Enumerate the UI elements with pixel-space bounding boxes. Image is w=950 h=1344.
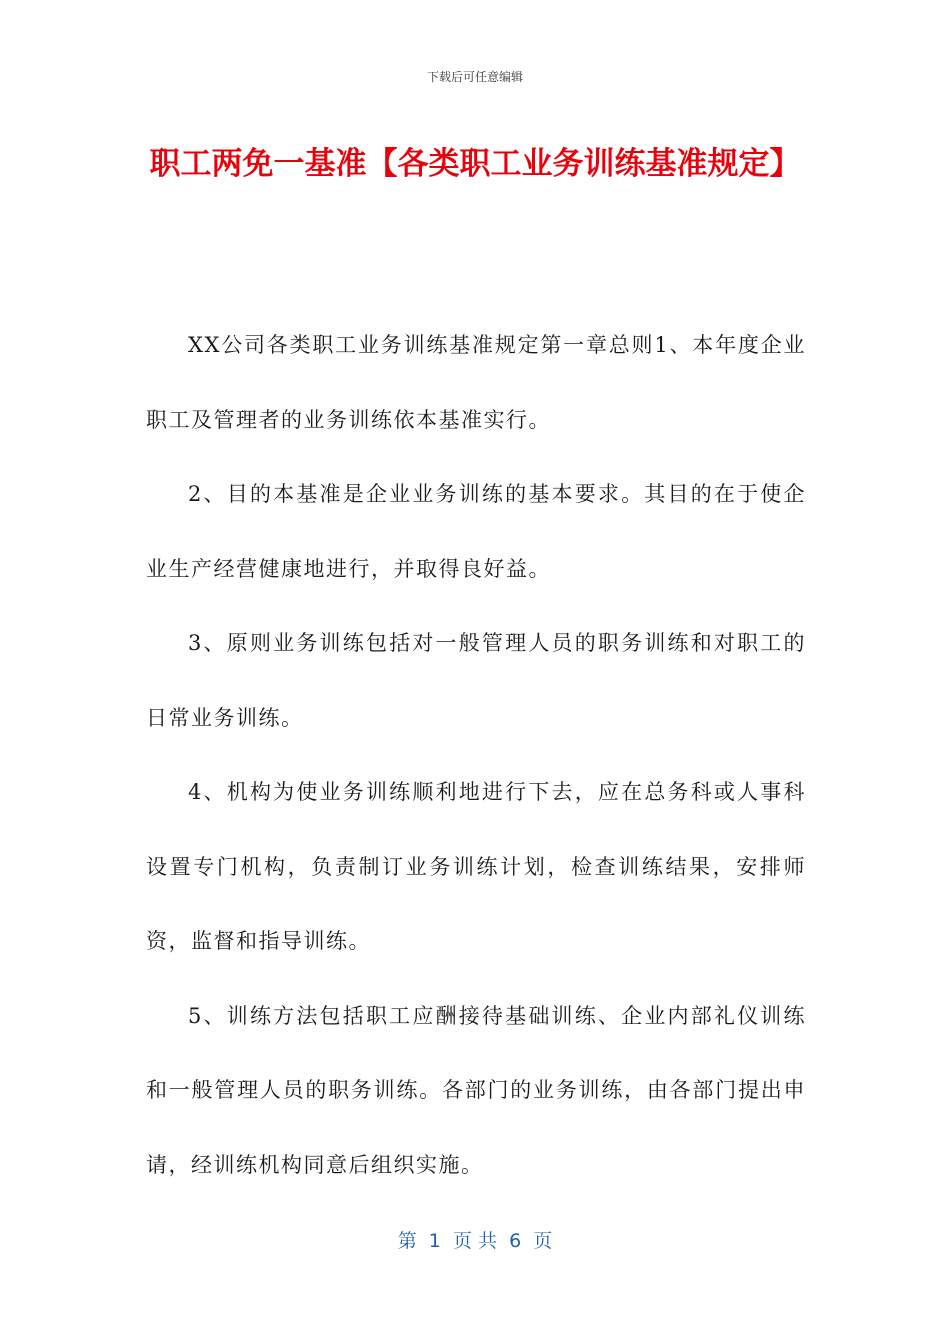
page-header-note: 下载后可任意编辑 [426, 70, 523, 84]
paragraph-3: 3、原则业务训练包括对一般管理人员的职务训练和对职工的日常业务训练。 [146, 631, 806, 730]
page-number-footer: 第 1 页 共 6 页 [397, 1230, 553, 1252]
paragraph-4: 4、机构为使业务训练顺利地进行下去，应在总务科或人事科设置专门机构，负责制订业务训练计划，检查训练结果，安排师资，监督和指导训练。 [146, 780, 806, 953]
paragraph-1: XX公司各类职工业务训练基准规定第一章总则1、本年度企业职工及管理者的业务训练依本基准实行。 [146, 333, 806, 432]
paragraph-2: 2、目的本基准是企业业务训练的基本要求。其目的在于使企业生产经营健康地进行，并取得良好益。 [146, 482, 806, 581]
paragraph-5: 5、训练方法包括职工应酬接待基础训练、企业内部礼仪训练和一般管理人员的职务训练。各部门的业务训练，由各部门提出申请，经训练机构同意后组织实施。 [146, 1003, 806, 1177]
document-body [146, 308, 806, 1202]
document-title: 职工两免一基准【各类职工业务训练基准规定】 [149, 146, 801, 182]
